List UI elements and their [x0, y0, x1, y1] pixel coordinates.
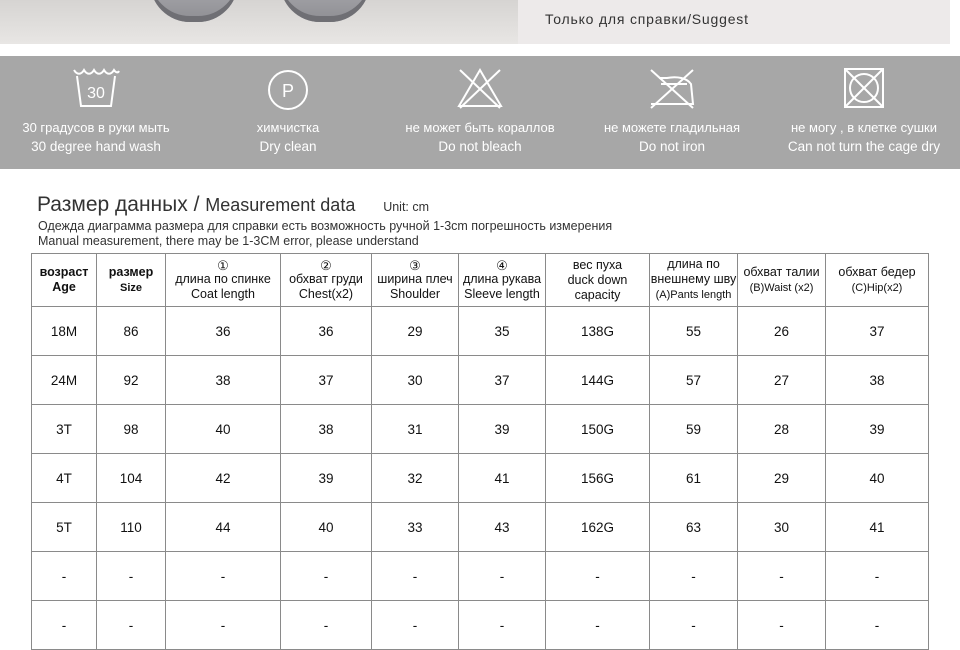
care-item-hand-wash — [0, 56, 192, 169]
table-cell: - — [546, 552, 650, 601]
header-sleeve-length-ru: длина рукава — [462, 271, 542, 286]
table-cell: 59 — [650, 405, 738, 454]
table-cell: - — [650, 601, 738, 650]
care-label-ru: не может быть кораллов — [405, 120, 555, 135]
header-size-ru: размер — [108, 264, 154, 279]
table-cell: - — [826, 601, 929, 650]
table-cell: - — [97, 601, 166, 650]
table-cell: 37 — [826, 307, 929, 356]
top-strip — [0, 0, 960, 55]
table-cell: 28 — [738, 405, 826, 454]
table-cell: 40 — [826, 454, 929, 503]
table-cell: 92 — [97, 356, 166, 405]
header-waist — [738, 254, 826, 307]
header-sleeve-length-en: Sleeve length — [464, 286, 540, 301]
header-pants-length — [650, 254, 738, 307]
header-coat-length — [166, 254, 281, 307]
table-cell: 61 — [650, 454, 738, 503]
measurement-title-ru: Размер данных / — [37, 193, 200, 216]
table-cell: - — [546, 601, 650, 650]
table-cell: 36 — [166, 307, 281, 356]
no-iron-icon — [647, 66, 697, 110]
table-row — [32, 307, 929, 356]
reference-note: Только для справки/Suggest — [545, 11, 749, 27]
table-cell: 144G — [546, 356, 650, 405]
header-hip-ru: обхват бедер — [838, 264, 916, 279]
header-chest-en: Chest(x2) — [298, 286, 354, 301]
table-row — [32, 552, 929, 601]
measurement-note-ru: Одежда диаграмма размера для справки есть возможность ручной 1-3cm погрешность измерения — [38, 219, 613, 233]
header-age — [32, 254, 97, 307]
header-chest — [281, 254, 372, 307]
table-cell: - — [32, 552, 97, 601]
table-cell: - — [826, 552, 929, 601]
hand-wash-30-icon — [71, 66, 121, 110]
dry-clean-letter: P — [281, 81, 295, 101]
table-cell: - — [650, 552, 738, 601]
table-cell: 138G — [546, 307, 650, 356]
header-number: ④ — [496, 257, 508, 273]
header-duck-down-en: duck down — [567, 272, 628, 287]
care-instructions — [0, 56, 960, 169]
table-cell: 26 — [738, 307, 826, 356]
care-label-ru: не можете гладильная — [603, 120, 741, 135]
table-cell: 37 — [459, 356, 546, 405]
header-chest-ru: обхват груди — [289, 271, 363, 286]
table-cell: 41 — [459, 454, 546, 503]
care-label-ru: химчистка — [256, 120, 320, 135]
header-sleeve-length — [459, 254, 546, 307]
header-duck-down — [546, 254, 650, 307]
table-cell: - — [459, 552, 546, 601]
table-row — [32, 405, 929, 454]
table-cell: 3T — [32, 405, 97, 454]
table-header-row — [32, 254, 929, 307]
measurement-unit: Unit: cm — [383, 200, 430, 214]
hand-wash-temp: 30 — [87, 85, 105, 102]
dry-clean-icon — [263, 66, 313, 110]
header-shoulder-en: Shoulder — [389, 286, 441, 301]
header-pants-length-en: (A)Pants length — [655, 289, 732, 301]
care-label-en: Dry clean — [259, 139, 317, 154]
table-cell: - — [372, 601, 459, 650]
shoe-image — [150, 0, 238, 22]
table-cell: 162G — [546, 503, 650, 552]
header-duck-down-ru: вес пуха — [572, 257, 623, 272]
table-row — [32, 601, 929, 650]
table-cell: - — [738, 601, 826, 650]
header-pants-length-ru2: внешнему шву — [650, 272, 737, 286]
measurement-title-en: Measurement data — [205, 195, 356, 215]
measurement-note-en: Manual measurement, there may be 1-3CM error, please understand — [38, 234, 419, 248]
table-cell: 98 — [97, 405, 166, 454]
table-cell: 18M — [32, 307, 97, 356]
header-shoulder-ru: ширина плеч — [377, 271, 453, 286]
shoe-image — [280, 0, 370, 22]
table-cell: 39 — [459, 405, 546, 454]
header-number: ① — [217, 257, 229, 273]
table-cell: - — [97, 552, 166, 601]
care-label-en: Do not iron — [638, 139, 706, 154]
table-cell: 36 — [281, 307, 372, 356]
care-item-no-tumble-dry — [768, 56, 960, 169]
table-cell: 39 — [281, 454, 372, 503]
care-item-no-iron — [576, 56, 768, 169]
header-size-en: Size — [119, 281, 142, 294]
header-age-en: Age — [52, 280, 76, 294]
table-row — [32, 503, 929, 552]
table-cell: 41 — [826, 503, 929, 552]
table-cell: 32 — [372, 454, 459, 503]
care-label-en: Can not turn the cage dry — [787, 139, 941, 154]
table-cell: - — [166, 552, 281, 601]
no-bleach-icon — [455, 66, 505, 110]
table-cell: 43 — [459, 503, 546, 552]
no-tumble-dry-icon — [839, 66, 889, 110]
care-item-no-bleach — [384, 56, 576, 169]
table-body — [32, 307, 929, 650]
table-cell: 156G — [546, 454, 650, 503]
table-cell: 33 — [372, 503, 459, 552]
table-cell: 44 — [166, 503, 281, 552]
table-cell: 30 — [372, 356, 459, 405]
table-cell: 42 — [166, 454, 281, 503]
table-cell: 5T — [32, 503, 97, 552]
care-label-ru: 30 градусов в руки мыть — [22, 120, 170, 135]
header-size — [97, 254, 166, 307]
table-cell: 110 — [97, 503, 166, 552]
table-cell: 38 — [826, 356, 929, 405]
table-cell: 104 — [97, 454, 166, 503]
table-cell: 150G — [546, 405, 650, 454]
table-cell: 38 — [166, 356, 281, 405]
header-age-ru: возраст — [39, 265, 89, 279]
table-cell: - — [166, 601, 281, 650]
table-cell: 55 — [650, 307, 738, 356]
measurement-title — [37, 193, 429, 217]
table-row — [32, 356, 929, 405]
care-label-en: Do not bleach — [438, 139, 522, 154]
table-cell: 63 — [650, 503, 738, 552]
header-waist-ru: обхват талии — [743, 264, 820, 279]
table-row — [32, 454, 929, 503]
table-cell: 35 — [459, 307, 546, 356]
size-table — [31, 253, 929, 650]
header-pants-length-ru: длина по — [667, 257, 720, 271]
table-cell: - — [372, 552, 459, 601]
table-cell: 37 — [281, 356, 372, 405]
header-hip — [826, 254, 929, 307]
care-label-ru: не могу , в клетке сушки — [790, 120, 937, 135]
header-coat-length-ru: длина по спинке — [175, 271, 271, 286]
table-cell: 29 — [372, 307, 459, 356]
table-cell: 24M — [32, 356, 97, 405]
table-cell: 4T — [32, 454, 97, 503]
header-coat-length-en: Coat length — [191, 286, 255, 301]
table-cell: - — [459, 601, 546, 650]
table-cell: 40 — [166, 405, 281, 454]
table-cell: 29 — [738, 454, 826, 503]
product-photo — [0, 0, 518, 44]
header-shoulder — [372, 254, 459, 307]
table-cell: - — [32, 601, 97, 650]
care-item-dry-clean — [192, 56, 384, 169]
table-cell: 30 — [738, 503, 826, 552]
header-hip-en: (C)Hip(x2) — [851, 281, 903, 294]
table-cell: 27 — [738, 356, 826, 405]
table-cell: 31 — [372, 405, 459, 454]
table-cell: 57 — [650, 356, 738, 405]
table-cell: 39 — [826, 405, 929, 454]
table-cell: - — [738, 552, 826, 601]
table-cell: - — [281, 552, 372, 601]
reference-note-box — [518, 0, 950, 44]
table-cell: 38 — [281, 405, 372, 454]
header-number: ② — [320, 257, 332, 273]
header-duck-down-en2: capacity — [574, 287, 621, 302]
care-label-en: 30 degree hand wash — [31, 139, 161, 154]
table-cell: 86 — [97, 307, 166, 356]
table-cell: 40 — [281, 503, 372, 552]
table-cell: - — [281, 601, 372, 650]
header-number: ③ — [409, 257, 421, 273]
header-waist-en: (B)Waist (x2) — [749, 281, 814, 294]
